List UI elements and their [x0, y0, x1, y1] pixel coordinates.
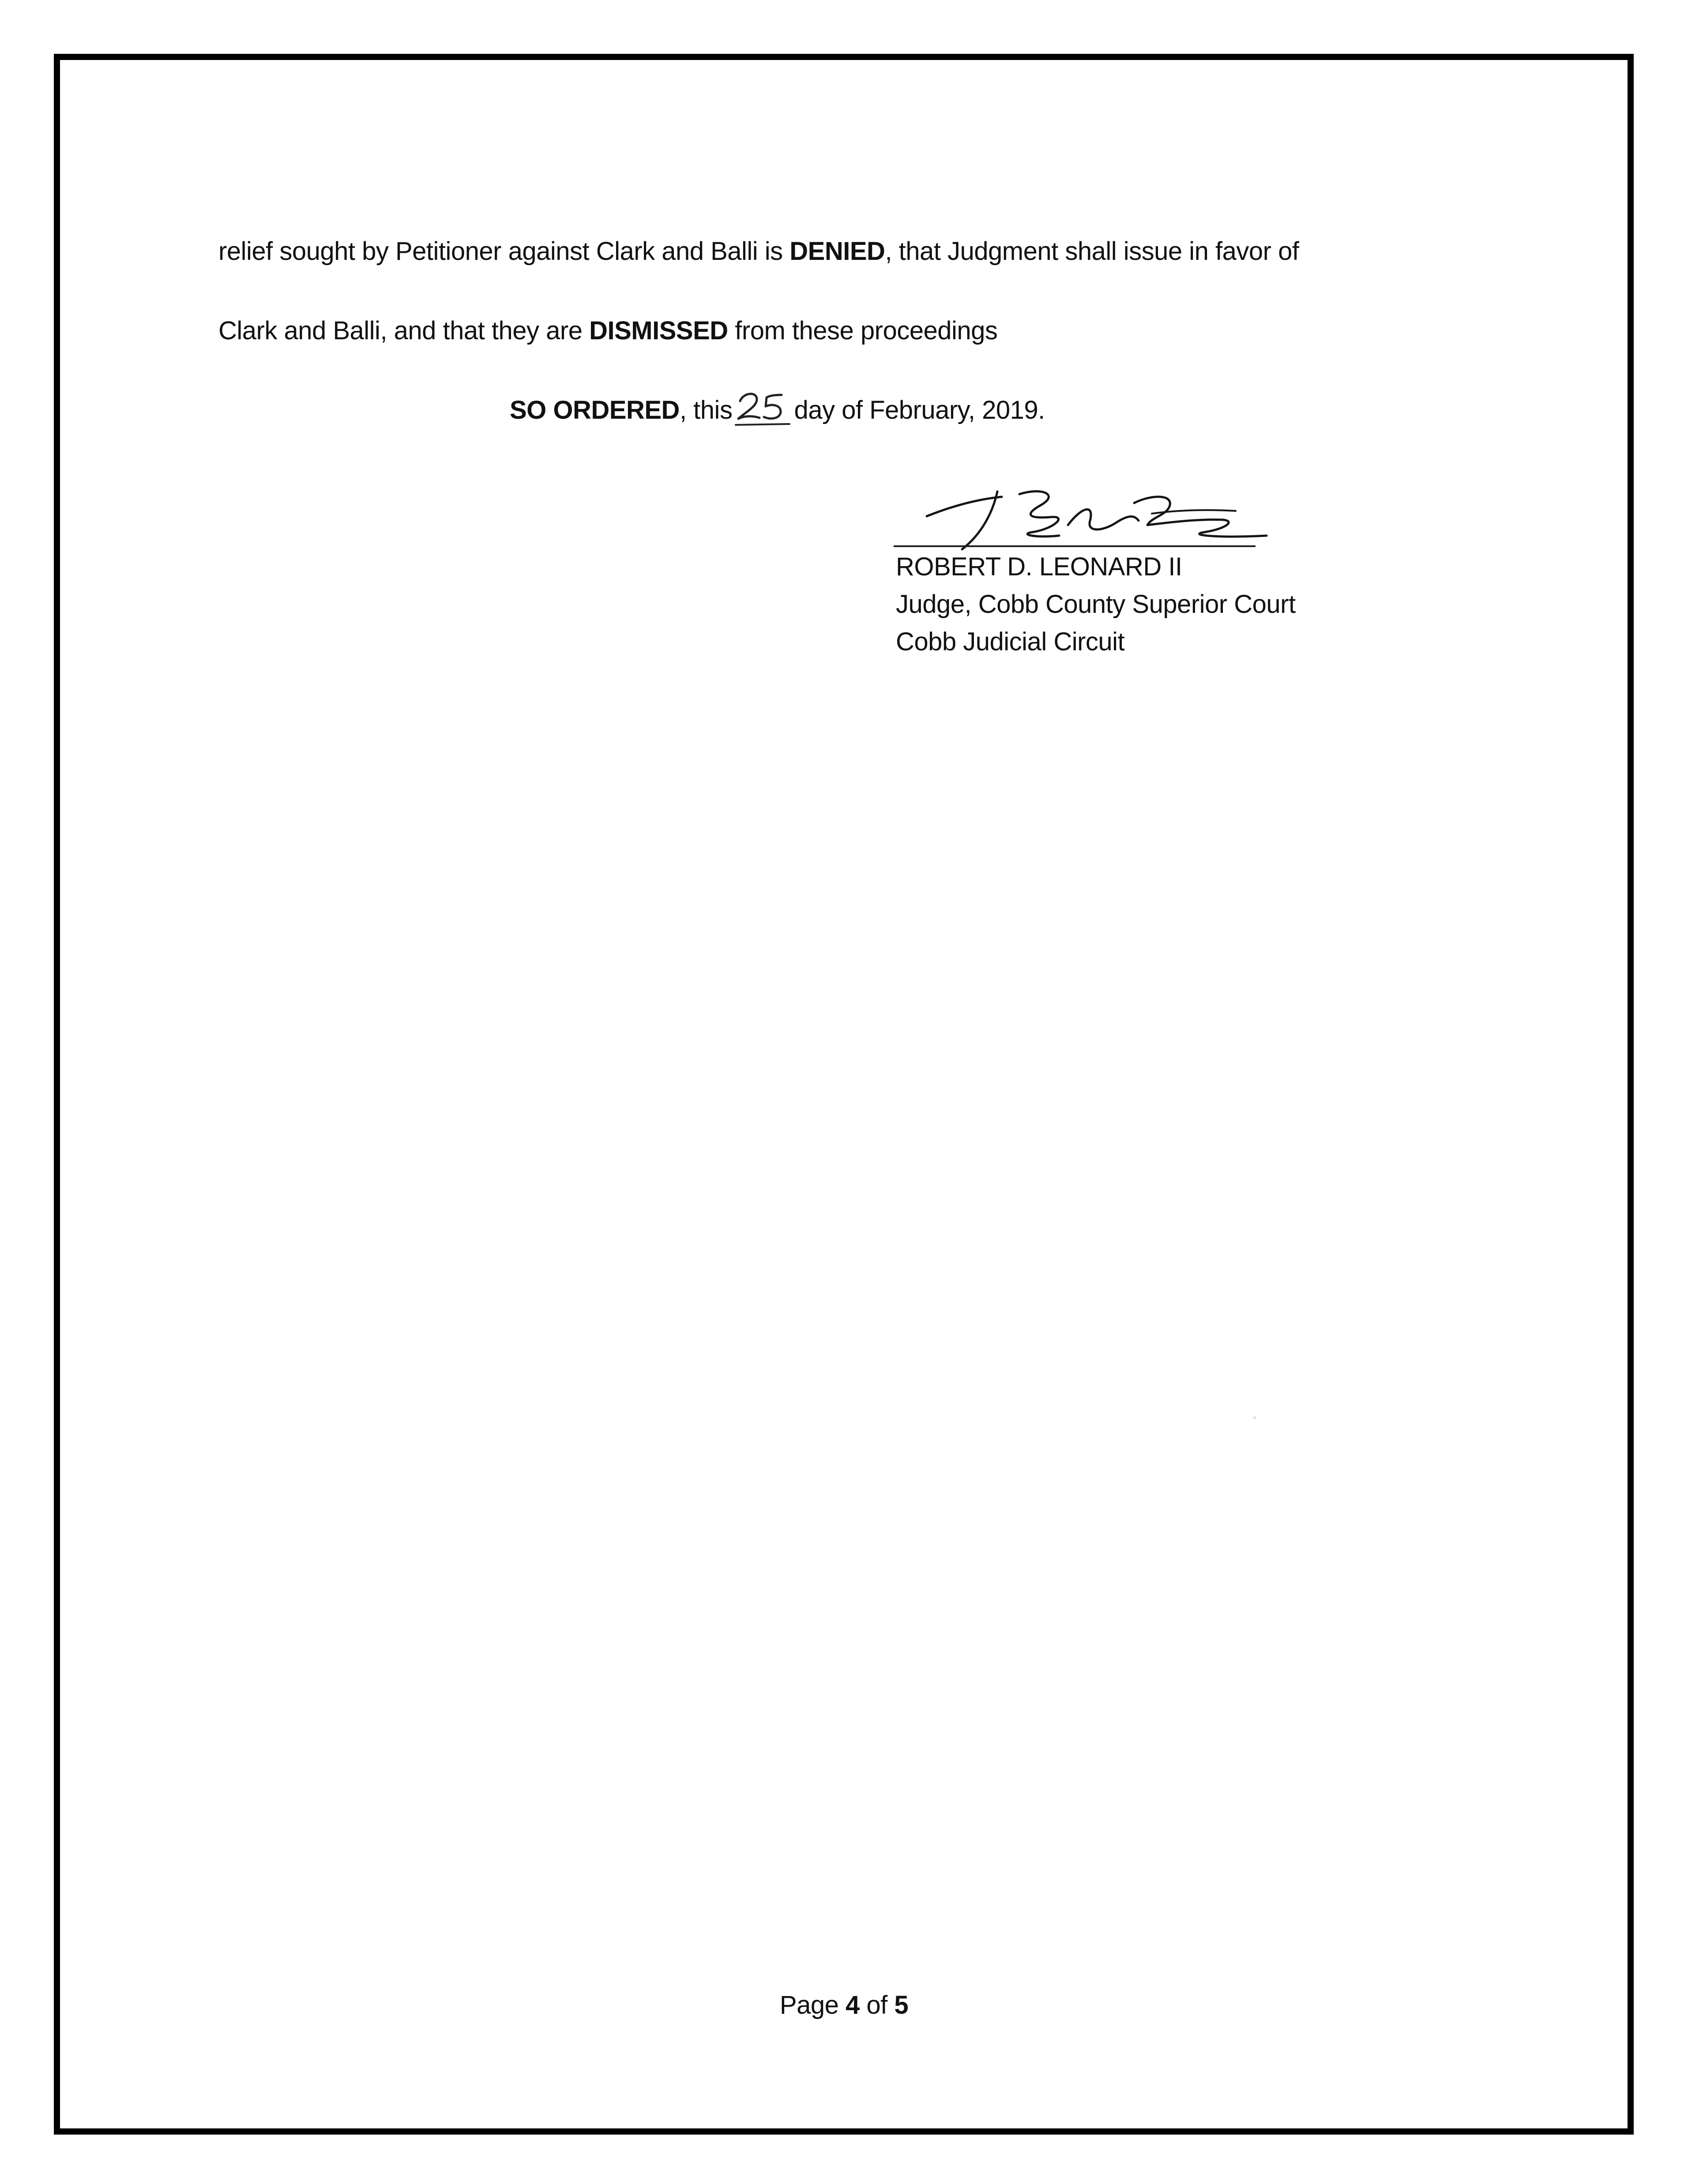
order-paragraph-line-2	[218, 315, 997, 346]
so-ordered-line	[510, 395, 1045, 426]
so-ordered-text: day of February, 2019.	[794, 396, 1045, 424]
page-of: of	[859, 1991, 895, 2019]
handwritten-day	[734, 395, 791, 426]
signature-line	[894, 545, 1256, 547]
order-text: from these proceedings	[728, 316, 998, 345]
page-number	[0, 1990, 1688, 2021]
judicial-circuit: Cobb Judicial Circuit	[896, 627, 1125, 656]
judge-name: ROBERT D. LEONARD II	[896, 552, 1182, 581]
denied-emphasis: DENIED	[789, 237, 885, 266]
signature-scribble	[887, 477, 1275, 556]
scan-speck	[1253, 1416, 1256, 1419]
handwritten-day-mark	[734, 389, 791, 431]
order-text: , that Judgment shall issue in favor of	[885, 237, 1299, 266]
dismissed-emphasis: DISMISSED	[589, 316, 728, 345]
judge-signature	[887, 477, 1275, 556]
page-prefix: Page	[779, 1991, 846, 2019]
order-paragraph-line-1	[218, 236, 1299, 267]
order-text: relief sought by Petitioner against Clark and Balli is	[218, 237, 790, 266]
judge-title: Judge, Cobb County Superior Court	[896, 590, 1296, 619]
page-current: 4	[845, 1991, 860, 2019]
so-ordered-emphasis: SO ORDERED	[510, 396, 680, 424]
page-total: 5	[894, 1991, 909, 2019]
page-border	[54, 54, 1634, 2135]
so-ordered-text: , this	[679, 396, 733, 424]
order-text: Clark and Balli, and that they are	[218, 316, 590, 345]
